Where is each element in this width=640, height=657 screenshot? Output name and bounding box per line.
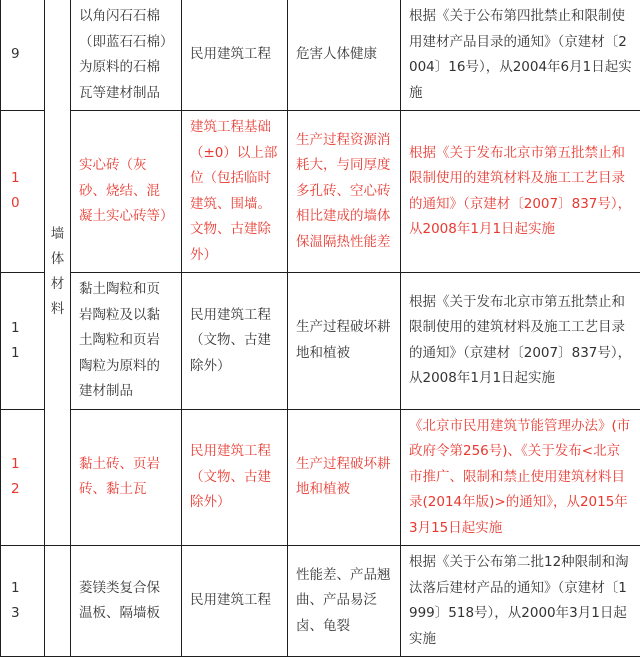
material-cell: 实心砖（灰砂、烧结、混凝土实心砖等） xyxy=(71,111,182,273)
reason-cell: 生产过程破坏耕地和植被 xyxy=(288,273,401,410)
table-row xyxy=(1,0,640,111)
table-row xyxy=(1,273,640,410)
basis-cell: 根据《关于发布北京市第五批禁止和限制使用的建筑材料及施工工艺目录的通知》（京建材〔2007〕837号），从2008年1月1日起实施 xyxy=(401,273,640,410)
row-number: 11 xyxy=(1,273,45,410)
reason-cell: 性能差、产品翘曲、产品易泛卤、龟裂 xyxy=(288,546,401,657)
reason-cell: 生产过程破坏耕地和植被 xyxy=(288,409,401,546)
basis-cell: 根据《关于发布北京市第五批禁止和限制使用的建筑材料及施工工艺目录的通知》（京建材〔2007〕837号），从2008年1月1日起实施 xyxy=(401,111,640,273)
category-cell-empty xyxy=(45,546,71,657)
material-cell: 黏土砖、页岩砖、黏土瓦 xyxy=(71,409,182,546)
scope-cell: 民用建筑工程（文物、古建除外） xyxy=(182,273,288,410)
table-row xyxy=(1,546,640,657)
basis-cell: 根据《关于公布第四批禁止和限制使用建材产品目录的通知》（京建材〔2004〕16号），从2004年6月1日起实施 xyxy=(401,0,640,111)
row-number: 13 xyxy=(1,546,45,657)
material-cell: 黏土陶粒和页岩陶粒及以黏土陶粒和页岩陶粒为原料的建材制品 xyxy=(71,273,182,410)
material-cell: 以角闪石石棉（即蓝石石棉）为原料的石棉瓦等建材制品 xyxy=(71,0,182,111)
scope-cell: 民用建筑工程 xyxy=(182,0,288,111)
basis-cell: 《北京市民用建筑节能管理办法》(市政府令第256号)、《关于发布<北京市推广、限制和禁止使用建筑材料目录(2014年版)>的通知》，从2015年3月15日起实施 xyxy=(401,409,640,546)
category-cell: 墙体材料 xyxy=(45,0,71,546)
scope-cell: 建筑工程基础（±0）以上部位（包括临时建筑、围墙。文物、古建除外） xyxy=(182,111,288,273)
reason-cell: 危害人体健康 xyxy=(288,0,401,111)
material-cell: 菱镁类复合保温板、隔墙板 xyxy=(71,546,182,657)
table-row xyxy=(1,111,640,273)
row-number: 9 xyxy=(1,0,45,111)
basis-cell: 根据《关于公布第二批12种限制和淘汰落后建材产品的通知》（京建材〔1999〕518号），从2000年3月1日起实施 xyxy=(401,546,640,657)
row-number: 12 xyxy=(1,409,45,546)
reason-cell: 生产过程资源消耗大，与同厚度多孔砖、空心砖相比建成的墙体保温隔热性能差 xyxy=(288,111,401,273)
scope-cell: 民用建筑工程 xyxy=(182,546,288,657)
row-number: 10 xyxy=(1,111,45,273)
table-row xyxy=(1,409,640,546)
scope-cell: 民用建筑工程（文物、古建除外） xyxy=(182,409,288,546)
